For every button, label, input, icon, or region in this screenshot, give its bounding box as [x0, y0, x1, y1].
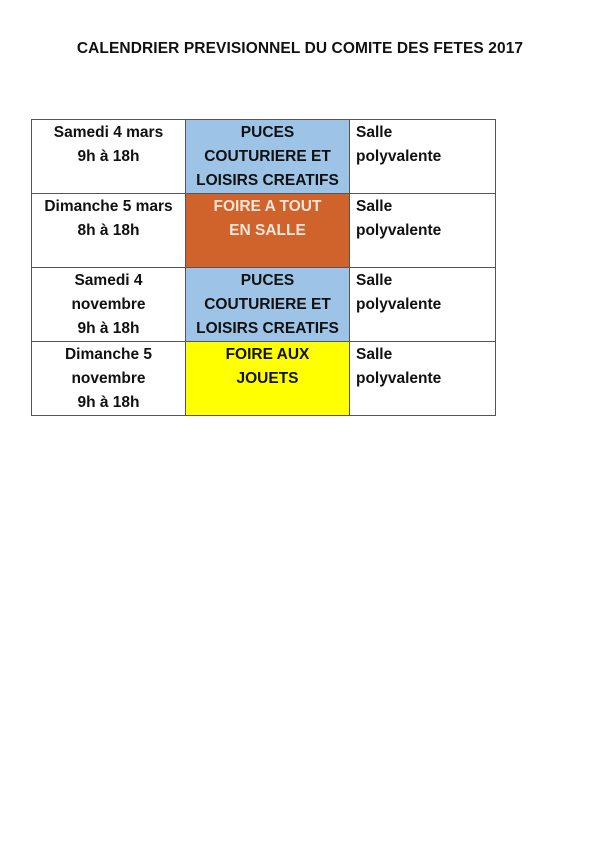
place-cell	[350, 268, 496, 342]
event-line: PUCES	[240, 124, 295, 141]
events-table	[31, 119, 496, 416]
place-line: polyvalente	[356, 148, 442, 165]
table-row	[32, 194, 496, 268]
place-line: Salle	[356, 124, 393, 141]
time-line: 9h à 18h	[77, 320, 140, 337]
event-line: EN SALLE	[229, 222, 306, 239]
place-cell	[350, 120, 496, 194]
date-line: novembre	[71, 370, 146, 387]
event-line: LOISIRS CREATIFS	[196, 172, 339, 189]
event-cell	[186, 120, 350, 194]
table-row	[32, 268, 496, 342]
event-cell	[186, 342, 350, 416]
time-line: 9h à 18h	[77, 148, 140, 165]
event-line: COUTURIERE ET	[204, 296, 331, 313]
place-line: Salle	[356, 198, 393, 215]
event-line: JOUETS	[236, 370, 299, 387]
place-cell	[350, 342, 496, 416]
date-line: Dimanche 5 mars	[44, 198, 173, 215]
date-line: Samedi 4 mars	[53, 124, 164, 141]
table-row	[32, 120, 496, 194]
date-cell	[32, 120, 186, 194]
date-cell	[32, 342, 186, 416]
place-line: Salle	[356, 346, 393, 363]
place-line: polyvalente	[356, 296, 442, 313]
place-line: polyvalente	[356, 370, 442, 387]
place-line: polyvalente	[356, 222, 442, 239]
event-line: FOIRE A TOUT	[213, 198, 322, 215]
event-cell	[186, 268, 350, 342]
date-line: novembre	[71, 296, 146, 313]
table-row	[32, 342, 496, 416]
page-title: CALENDRIER PREVISIONNEL DU COMITE DES FETES 2017	[76, 40, 524, 57]
event-line: LOISIRS CREATIFS	[196, 320, 339, 337]
time-line: 9h à 18h	[77, 394, 140, 411]
event-line: FOIRE AUX	[225, 346, 310, 363]
event-line: COUTURIERE ET	[204, 148, 331, 165]
time-line: 8h à 18h	[77, 222, 140, 239]
date-line: Samedi 4	[74, 272, 143, 289]
place-line: Salle	[356, 272, 393, 289]
event-cell	[186, 194, 350, 268]
event-line: PUCES	[240, 272, 295, 289]
date-cell	[32, 194, 186, 268]
date-cell	[32, 268, 186, 342]
place-cell	[350, 194, 496, 268]
date-line: Dimanche 5	[64, 346, 152, 363]
